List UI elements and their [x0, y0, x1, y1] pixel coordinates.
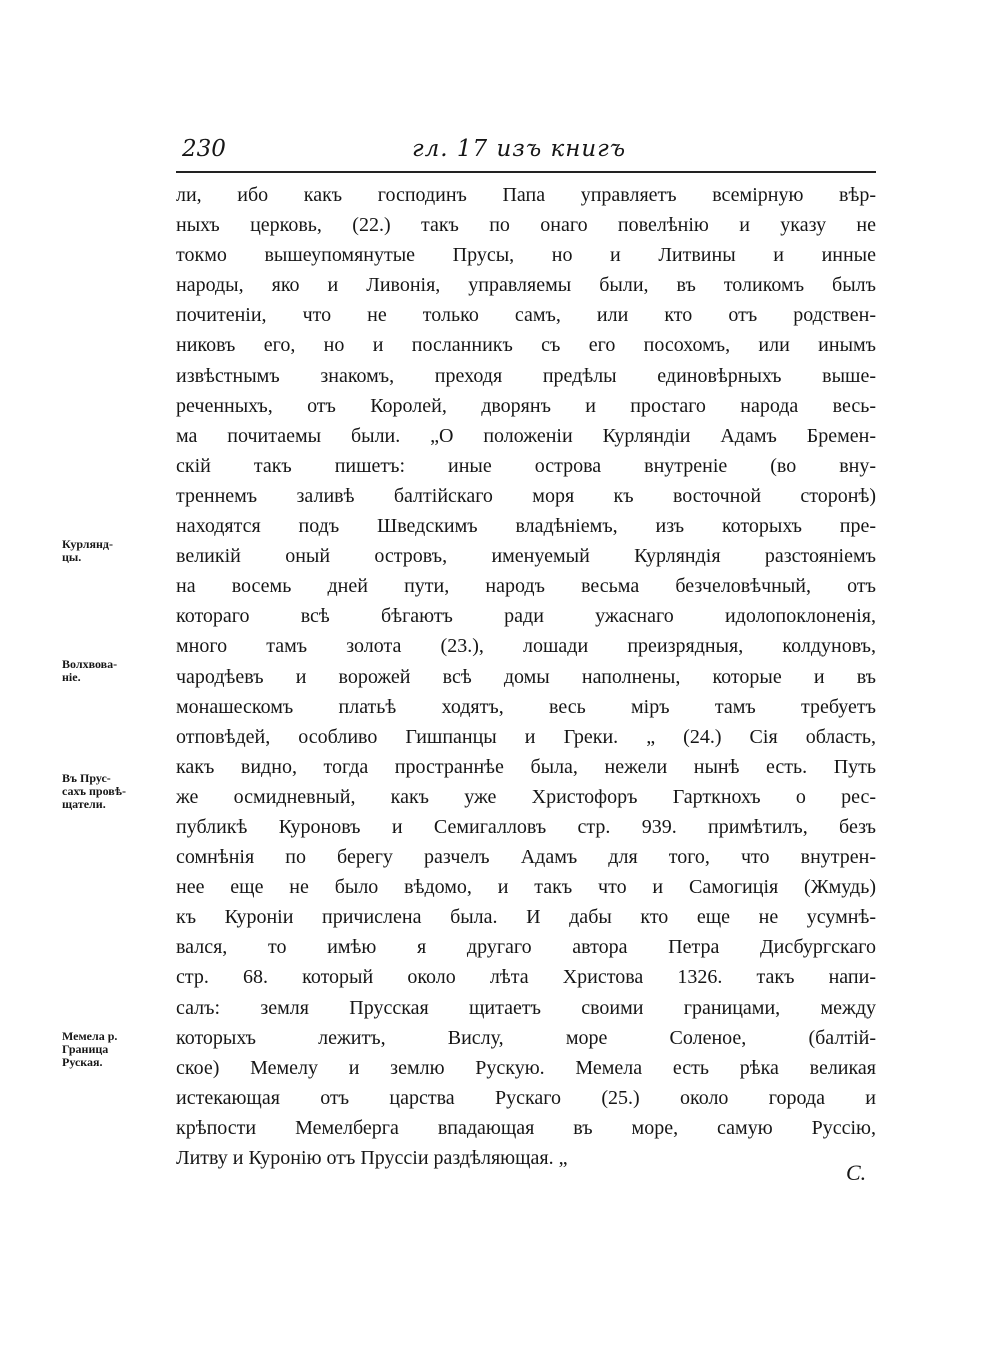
margin-note-line: щатели.: [62, 797, 106, 811]
text-line: вался, то имѣю я другаго автора Петра Дисбургскаго: [176, 936, 876, 959]
text-line: много тамъ золота (23.), лошади преизрядныя, колдуновъ,: [176, 635, 876, 658]
margin-note-line: цы.: [62, 550, 82, 564]
margin-note-sorcery: [62, 658, 174, 684]
margin-note-line: сахъ провѣ-: [62, 784, 126, 798]
text-line: стр. 68. который около лѣта Христова 1326. такъ напи-: [176, 966, 876, 989]
text-line: находятся подъ Шведскимъ владѣніемъ, изъ которыхъ пре-: [176, 515, 876, 538]
header-rule: [176, 171, 876, 173]
running-head: гл. 17 изъ книгъ: [412, 136, 627, 162]
text-line: сомнѣнія по берегу разчелъ Адамъ для того, что внутрен-: [176, 846, 876, 869]
catchword: С.: [846, 1160, 867, 1185]
text-line: крѣпости Мемелберга впадающая въ море, самую Руссію,: [176, 1116, 876, 1139]
text-line: къ Куроніи причислена была. И дабы кто еще не усумнѣ-: [176, 906, 876, 929]
body-text: [176, 180, 876, 1173]
text-line: Литву и Куронію отъ Пруссіи раздѣляющая. „: [176, 1147, 568, 1169]
page-header: [182, 136, 874, 168]
margin-note-line: Граница: [62, 1042, 109, 1056]
text-line: никовъ его, но и посланникъ съ его посохомъ, или инымъ: [176, 334, 876, 357]
text-line: отповѣдей, особливо Гишпанцы и Греки. „ (24.) Сія область,: [176, 725, 876, 748]
margin-note-line: Мемела р.: [62, 1029, 118, 1043]
text-line: котораго всѣ бѣгаютъ ради ужаснаго идолопоклоненія,: [176, 605, 876, 628]
text-line: публикѣ Куроновъ и Семигалловъ стр. 939. примѣтилъ, безъ: [176, 815, 876, 838]
page-number: 230: [182, 136, 226, 162]
margin-note-line: Въ Прус-: [62, 771, 111, 785]
margin-note-line: Волхвова-: [62, 657, 118, 671]
text-line: истекающая отъ царства Рускаго (25.) около города и: [176, 1086, 876, 1109]
text-line: извѣстнымъ знакомъ, преходя предѣлы единовѣрныхъ выше-: [176, 364, 876, 387]
margin-note-courlanders: [62, 538, 174, 564]
text-line: токмо вышеупомянутые Прусы, но и Литвины и инные: [176, 244, 876, 267]
text-line: народы, яко и Ливонія, управляемы были, въ толикомъ былъ: [176, 274, 876, 297]
text-line: почитеніи, что не только самъ, или кто отъ родствен-: [176, 304, 876, 327]
text-line: реченныхъ, отъ Королей, дворянъ и простаго народа весь-: [176, 394, 876, 417]
text-line: салъ: земля Прусская щитаетъ своими границами, между: [176, 996, 876, 1019]
margin-note-line: ніе.: [62, 670, 81, 684]
margin-note-prussian-enlighteners: [62, 772, 174, 811]
text-line: скій такъ пишетъ: иные острова внутреніе (во вну-: [176, 454, 876, 477]
text-line: же осмидневный, какъ уже Христофоръ Гарткнохъ о рес-: [176, 785, 876, 808]
text-line: треннемъ заливѣ балтійскаго моря къ восточной сторонѣ): [176, 484, 876, 507]
margin-note-line: Руская.: [62, 1055, 103, 1069]
text-line: на восемь дней пути, народъ весьма безчеловѣчный, отъ: [176, 575, 876, 598]
text-line: чародѣевъ и ворожей всѣ домы наполнены, которые и въ: [176, 665, 876, 688]
text-line: нее еще не было вѣдомо, и такъ что и Самогиція (Жмудь): [176, 876, 876, 899]
text-line: монашескомъ платьѣ ходятъ, весь міръ тамъ требуетъ: [176, 695, 876, 718]
margin-note-line: Курлянд-: [62, 537, 113, 551]
margin-note-memel-river: [62, 1030, 174, 1069]
text-line: ли, ибо какъ господинъ Папа управляетъ всемірную вѣр-: [176, 184, 876, 206]
text-line: какъ видно, тогда пространнѣе была, нежели нынѣ есть. Путь: [176, 755, 876, 778]
text-line: ма почитаемы были. „О положеніи Курляндіи Адамъ Бремен-: [176, 424, 876, 447]
text-line: которыхъ лежитъ, Вислу, море Соленое, (балтій-: [176, 1026, 876, 1049]
text-line: ское) Мемелу и землю Рускую. Мемела есть рѣка великая: [176, 1056, 876, 1079]
text-line: великій оный островъ, именуемый Курляндія разстояніемъ: [176, 545, 876, 568]
text-line: ныхъ церковь, (22.) такъ по онаго повелѣнію и указу не: [176, 214, 876, 237]
